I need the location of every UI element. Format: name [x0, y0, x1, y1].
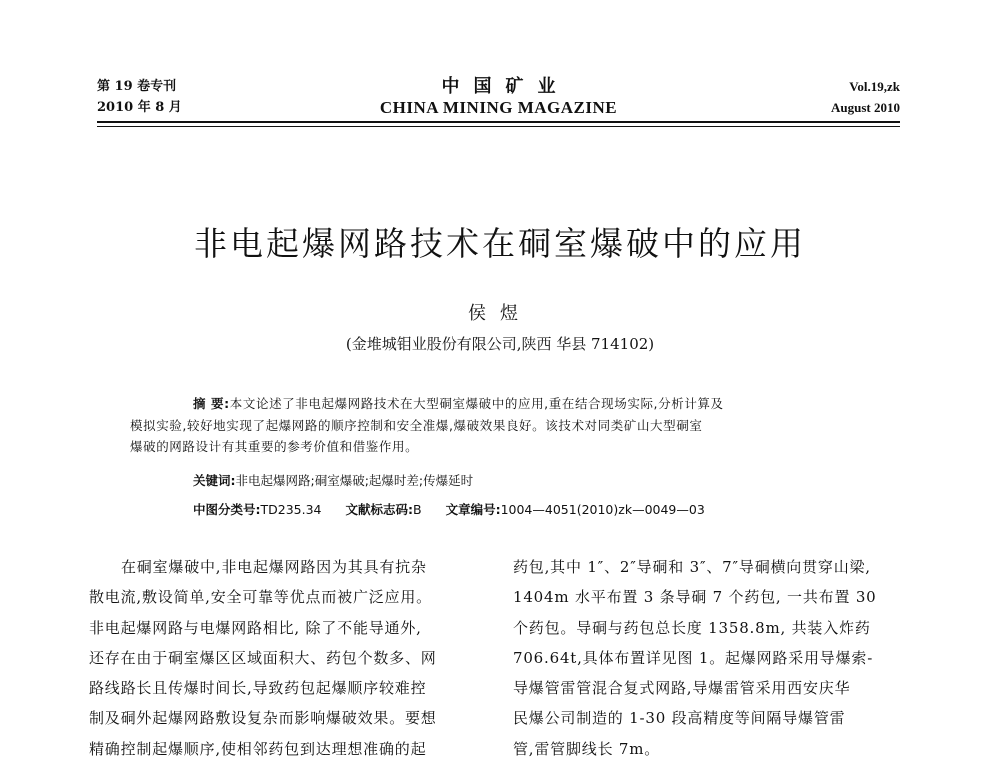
date-en: August 2010 [831, 100, 900, 115]
body-column-right [513, 552, 913, 764]
abstract-line [130, 393, 860, 415]
header-right [831, 76, 900, 118]
keywords-text: 非电起爆网路;硐室爆破;起爆时差;传爆延时 [235, 473, 474, 488]
body-line: 1404m 水平布置 3 条导硐 7 个药包, 一共布置 30 [513, 588, 877, 607]
body-line: 制及硐外起爆网路敷设复杂而影响爆破效果。要想 [89, 709, 437, 728]
author-name: 侯煜 [468, 303, 532, 324]
article-no-label: 文章编号: [445, 502, 501, 517]
volume-en: Vol.19,zk [849, 79, 900, 94]
date-cn: 2010 年 8 月 [97, 100, 182, 115]
classification-line [193, 499, 705, 520]
body-line: 路线路长且传爆时间长,导致药包起爆顺序较难控 [89, 679, 427, 698]
body-line: 在硐室爆破中,非电起爆网路因为其具有抗杂 [121, 558, 427, 576]
body-line: 还存在由于硐室爆区区域面积大、药包个数多、网 [89, 648, 437, 667]
volume-cn: 第 19 卷专刊 [97, 79, 177, 94]
header-center [97, 76, 900, 118]
body-line: 706.64t,具体布置详见图 1。起爆网路采用导爆索- [513, 648, 874, 667]
doc-code-label: 文献标志码: [345, 502, 413, 517]
body-line: 导爆管雷管混合复式网路,导爆雷管采用西安庆华 [513, 679, 851, 698]
keywords-line [193, 470, 473, 491]
body-line: 药包,其中 1″、2″导硐和 3″、7″导硐横向贯穿山梁, [513, 558, 871, 576]
body-line: 个药包。导硐与药包总长度 1358.8m, 共装入炸药 [513, 618, 871, 637]
body-line: 民爆公司制造的 1-30 段高精度等间隔导爆管雷 [513, 709, 846, 728]
body-line: 管,雷管脚线长 7m。 [513, 739, 661, 758]
body-line: 散电流,敷设简单,安全可靠等优点而被广泛应用。 [89, 588, 432, 607]
abstract-block [130, 393, 860, 458]
abstract-text: 本文论述了非电起爆网路技术在大型硐室爆破中的应用,重在结合现场实际,分析计算及 [229, 396, 724, 411]
clc-label: 中图分类号: [193, 502, 261, 517]
article-no-value: 1004—4051(2010)zk—0049—03 [500, 502, 705, 517]
author-affiliation: (金堆城钼业股份有限公司,陕西 华县 714102) [345, 335, 655, 353]
abstract-label: 摘 要: [193, 396, 230, 411]
journal-title-cn: 中国矿业 [441, 76, 570, 97]
header-rule-thin [97, 126, 900, 127]
body-line: 精确控制起爆顺序,使相邻药包到达理想准确的起 [89, 739, 427, 758]
body-line: 非电起爆网路与电爆网路相比, 除了不能导通外, [89, 618, 422, 637]
clc-value: TD235.34 [260, 502, 322, 517]
abstract-line: 模拟实验,较好地实现了起爆网路的顺序控制和安全准爆,爆破效果良好。该技术对同类矿山大型硐室 [130, 417, 703, 433]
header-rule-thick [97, 121, 900, 123]
keywords-label: 关键词: [193, 473, 236, 488]
article-title: 非电起爆网路技术在硐室爆破中的应用 [194, 224, 806, 264]
abstract-line: 爆破的网路设计有其重要的参考价值和借鉴作用。 [130, 439, 419, 454]
body-column-left [89, 552, 489, 764]
page-header [97, 76, 900, 118]
doc-code-value: B [413, 502, 422, 517]
journal-title-en: CHINA MINING MAGAZINE [379, 98, 618, 117]
